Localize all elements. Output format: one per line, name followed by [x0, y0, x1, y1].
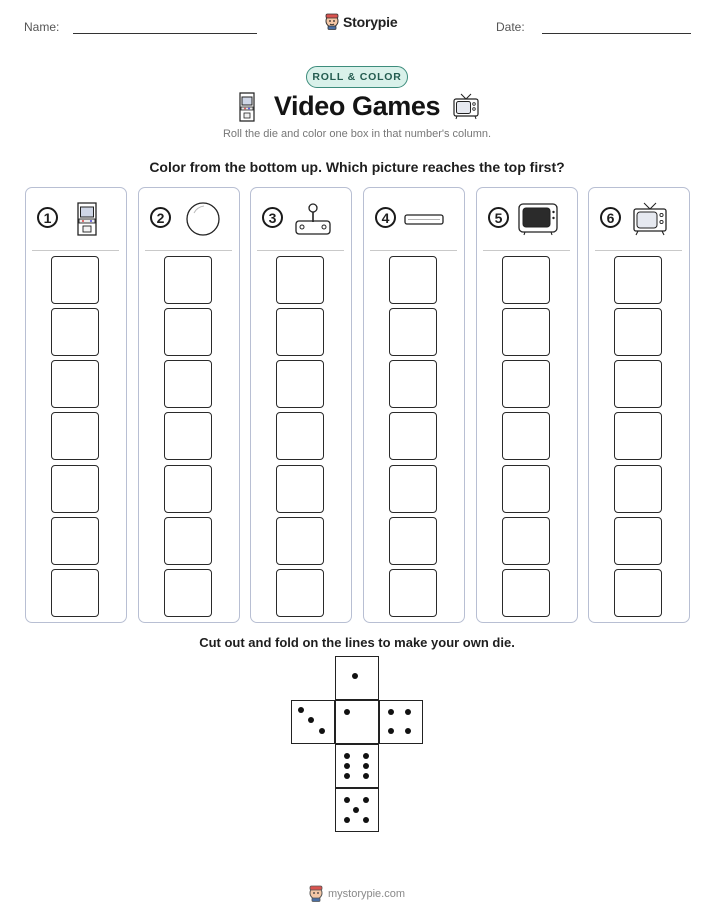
column-divider: [145, 250, 232, 251]
column-number: 5: [488, 207, 509, 228]
column-number: 3: [262, 207, 283, 228]
color-box[interactable]: [389, 360, 437, 408]
die-face-1: [335, 656, 379, 700]
column-divider: [483, 250, 570, 251]
color-box[interactable]: [389, 465, 437, 513]
color-box[interactable]: [614, 412, 662, 460]
die-pip: [352, 673, 358, 679]
die-pip: [363, 797, 369, 803]
crt-tv-icon: [515, 201, 559, 237]
die-pip: [319, 728, 325, 734]
date-label: Date:: [496, 20, 525, 34]
color-box[interactable]: [51, 256, 99, 304]
footer: [308, 885, 405, 902]
column-3: [250, 187, 352, 623]
die-pip: [344, 763, 350, 769]
page-subtitle: Roll the die and color one box in that number's column.: [222, 128, 492, 140]
color-box[interactable]: [164, 360, 212, 408]
color-box[interactable]: [164, 569, 212, 617]
footer-website[interactable]: mystorypie.com: [328, 887, 406, 900]
color-box[interactable]: [276, 308, 324, 356]
brand-name: Storypie: [343, 13, 398, 30]
column-number: 4: [375, 207, 396, 228]
die-pip: [308, 717, 314, 723]
die-pip: [363, 763, 369, 769]
die-pip: [344, 797, 350, 803]
die-face-1: [335, 700, 379, 744]
color-box[interactable]: [276, 517, 324, 565]
color-box[interactable]: [502, 360, 550, 408]
column-divider: [370, 250, 457, 251]
die-pip: [388, 728, 394, 734]
column-divider: [595, 250, 682, 251]
retro-tv-icon: [452, 92, 480, 120]
bubble-icon: [177, 201, 221, 237]
retro-tv-icon: [627, 201, 671, 237]
color-box[interactable]: [51, 360, 99, 408]
die-pip: [405, 709, 411, 715]
color-box[interactable]: [51, 465, 99, 513]
page-title: Video Games: [273, 91, 441, 121]
color-box[interactable]: [614, 569, 662, 617]
color-box[interactable]: [502, 256, 550, 304]
color-box[interactable]: [276, 412, 324, 460]
color-box[interactable]: [164, 256, 212, 304]
column-5: [476, 187, 578, 623]
die-pip: [405, 728, 411, 734]
coloring-instruction: Color from the bottom up. Which picture reaches the top first?: [149, 159, 565, 175]
die-pip: [298, 707, 304, 713]
color-box[interactable]: [51, 569, 99, 617]
activity-badge: ROLL & COLOR: [306, 66, 408, 88]
color-box[interactable]: [389, 308, 437, 356]
color-box[interactable]: [502, 517, 550, 565]
column-number: 1: [37, 207, 58, 228]
cutout-instruction: Cut out and fold on the lines to make your own die.: [199, 635, 515, 650]
brand-logo: [324, 13, 397, 30]
die-face-4: [379, 700, 423, 744]
die-pip: [363, 817, 369, 823]
die-pip: [388, 709, 394, 715]
color-box[interactable]: [276, 569, 324, 617]
joystick-icon: [289, 201, 333, 237]
die-pip: [363, 773, 369, 779]
arcade-cabinet-icon: [64, 201, 108, 237]
storypie-mascot-icon: [324, 13, 340, 30]
color-box[interactable]: [502, 569, 550, 617]
die-face-5: [335, 788, 379, 832]
color-box[interactable]: [502, 412, 550, 460]
color-box[interactable]: [389, 517, 437, 565]
name-label: Name:: [24, 20, 60, 34]
die-face-3: [291, 700, 335, 744]
column-number: 6: [600, 207, 621, 228]
die-pip: [363, 753, 369, 759]
die-pip: [344, 709, 350, 715]
color-box[interactable]: [614, 256, 662, 304]
column-divider: [257, 250, 344, 251]
color-box[interactable]: [51, 308, 99, 356]
column-2: [138, 187, 240, 623]
color-box[interactable]: [614, 308, 662, 356]
color-box[interactable]: [276, 256, 324, 304]
column-divider: [32, 250, 119, 251]
color-box[interactable]: [164, 412, 212, 460]
color-box[interactable]: [502, 465, 550, 513]
color-box[interactable]: [389, 412, 437, 460]
die-pip: [344, 817, 350, 823]
die-face-6: [335, 744, 379, 788]
color-box[interactable]: [164, 308, 212, 356]
column-6: [588, 187, 690, 623]
color-box[interactable]: [614, 465, 662, 513]
date-line[interactable]: [542, 33, 691, 34]
color-box[interactable]: [276, 465, 324, 513]
die-pip: [353, 807, 359, 813]
color-box[interactable]: [389, 569, 437, 617]
game-cartridge-icon: [402, 201, 446, 237]
color-box[interactable]: [164, 465, 212, 513]
die-pip: [344, 773, 350, 779]
column-number: 2: [150, 207, 171, 228]
color-box[interactable]: [51, 517, 99, 565]
color-box[interactable]: [614, 360, 662, 408]
die-pip: [344, 753, 350, 759]
color-box[interactable]: [502, 308, 550, 356]
color-box[interactable]: [276, 360, 324, 408]
color-box[interactable]: [389, 256, 437, 304]
color-box[interactable]: [51, 412, 99, 460]
name-line[interactable]: [73, 33, 257, 34]
storypie-mascot-icon: [308, 885, 324, 902]
color-box[interactable]: [614, 517, 662, 565]
column-4: [363, 187, 465, 623]
column-1: [25, 187, 127, 623]
color-box[interactable]: [164, 517, 212, 565]
